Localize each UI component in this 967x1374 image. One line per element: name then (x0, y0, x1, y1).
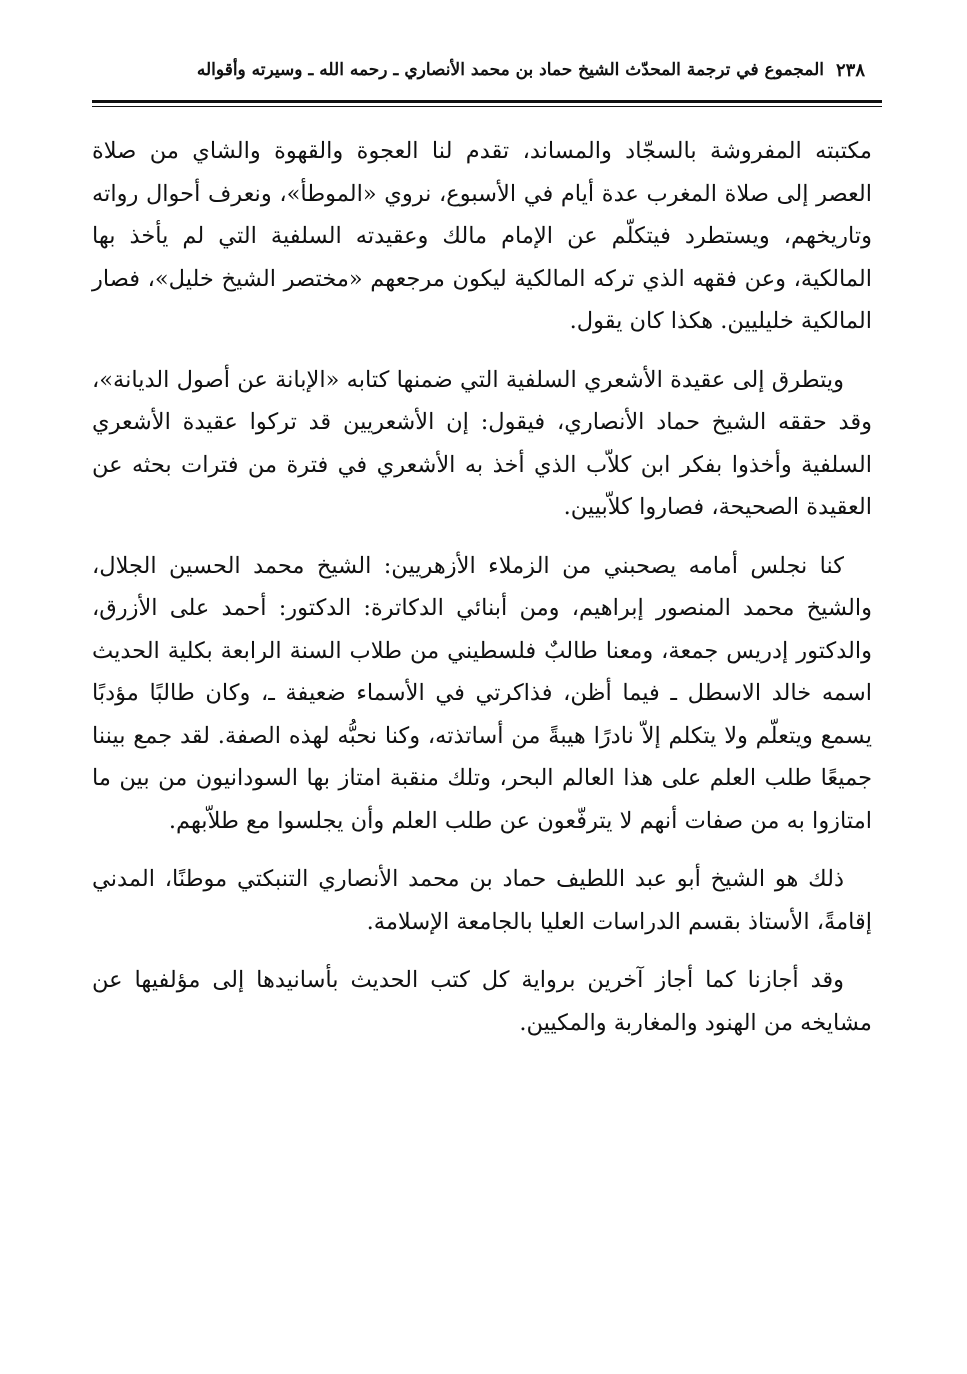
paragraph-2: ويتطرق إلى عقيدة الأشعري السلفية التي ضمنها كتابه «الإبانة عن أصول الديانة»، وقد حققه الشيخ حماد الأنصاري، فيقول: إن الأشعريين قد تركوا عقيدة الأشعري السلفية وأخذوا بفكر ابن كلاّب الذي أخذ به الأشعري في فترة من فترات بحثه عن العقيدة الصحيحة، فصاروا كلاّبيين. (92, 366, 872, 520)
page-number: ٢٣٨ (835, 59, 865, 81)
body-text (92, 130, 872, 1060)
paragraph-3: كنا نجلس أمامه يصحبني من الزملاء الأزهريين: الشيخ محمد الحسين الجلال، والشيخ محمد المنصور إبراهيم، ومن أبنائي الدكاترة: الدكتور: أحمد على الأزرق، والدكتور إدريس جمعة، ومعنا طالبٌ فلسطيني من طلاب السنة الرابعة بكلية الحديث اسمه خالد الاسطل ـ فيما أظن، فذاكرتي في الأسماء ضعيفة ـ، وكان طالبًا مؤدبًا يسمع ويتعلّم ولا يتكلم إلاّ نادرًا هيبةً من أساتذته، وكنا نحبُّه لهذه الصفة. لقد جمع بيننا جميعًا طلب العلم على هذا العالم البحر، وتلك منقبة امتاز بها السودانيون من بين ما امتازوا به من صفات أنهم لا يترفّعون عن طلب العلم وأن يجلسوا مع طلاّبهم. (92, 552, 872, 834)
running-header (180, 50, 865, 90)
header-title: المجموع في ترجمة المحدّث الشيخ حماد بن محمد الأنصاري ـ رحمه الله ـ وسيرته وأقواله (196, 60, 824, 80)
header-rule (92, 100, 882, 103)
paragraph-1: مكتبته المفروشة بالسجّاد والمساند، تقدم لنا العجوة والقهوة والشاي من صلاة العصر إلى صلاة المغرب عدة أيام في الأسبوع، نروي «الموطأ»، ونعرف أحوال رواته وتاريخهم، ويستطرد فيتكلّم عن الإمام مالك وعقيدته السلفية التي لم يأخذ بها المالكية، وعن فقهه الذي تركه المالكية ليكون مرجعهم «مختصر الشيخ خليل»، فصار المالكية خليليين. هكذا كان يقول. (92, 138, 872, 334)
paragraph-4: ذلك هو الشيخ أبو عبد اللطيف حماد بن محمد الأنصاري التنبكتي موطنًا، المدني إقامةً، الأستاذ بقسم الدراسات العليا بالجامعة الإسلامة. (92, 866, 872, 935)
paragraph-5: وقد أجازنا كما أجاز آخرين برواية كل كتب الحديث بأسانيدها إلى مؤلفيها عن مشايخه من الهنود والمغاربة والمكيين. (92, 967, 872, 1036)
header-rule-thin (92, 106, 882, 107)
